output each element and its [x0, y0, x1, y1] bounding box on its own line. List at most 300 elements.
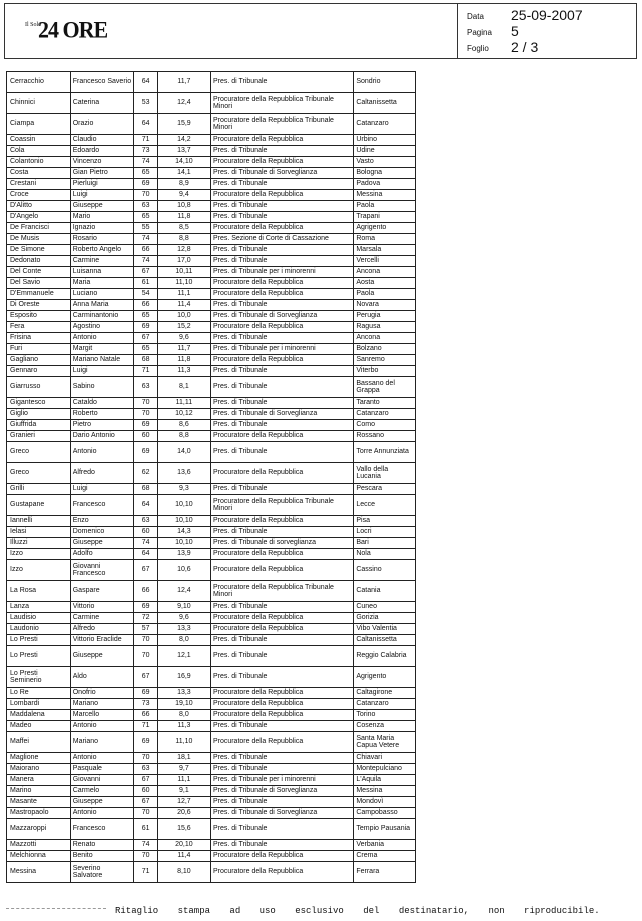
seniority-cell: 8,0 [157, 710, 210, 721]
first-name-cell: Edoardo [70, 146, 134, 157]
logo-area [5, 4, 458, 58]
first-name-cell: Luciano [70, 289, 134, 300]
seniority-cell: 15,6 [157, 819, 210, 840]
position-cell: Pres. di Tribunale [210, 398, 353, 409]
surname-cell: Laudonio [7, 624, 71, 635]
age-cell: 64 [134, 72, 157, 93]
surname-cell: Giuffrida [7, 420, 71, 431]
age-cell: 65 [134, 212, 157, 223]
surname-cell: Colantonio [7, 157, 71, 168]
position-cell: Procuratore della Repubblica [210, 355, 353, 366]
location-cell: Messina [354, 786, 416, 797]
location-cell: Vallo della Lucania [354, 463, 416, 484]
first-name-cell: Vittorio Eraclide [70, 635, 134, 646]
pagina-value: 5 [511, 23, 519, 39]
age-cell: 67 [134, 797, 157, 808]
location-cell: Catanzaro [354, 114, 416, 135]
first-name-cell: Maria [70, 278, 134, 289]
age-cell: 71 [134, 721, 157, 732]
position-cell: Procuratore della Repubblica [210, 190, 353, 201]
position-cell: Procuratore della Repubblica [210, 862, 353, 883]
surname-cell: Lo Presti [7, 635, 71, 646]
age-cell: 63 [134, 764, 157, 775]
location-cell: Pisa [354, 516, 416, 527]
surname-cell: Lanza [7, 602, 71, 613]
age-cell: 69 [134, 420, 157, 431]
age-cell: 67 [134, 667, 157, 688]
seniority-cell: 13,7 [157, 146, 210, 157]
table-row [7, 688, 416, 699]
surname-cell: Lo Presti [7, 646, 71, 667]
table-row [7, 223, 416, 234]
data-label: Data [467, 12, 484, 21]
first-name-cell: Antonio [70, 753, 134, 764]
first-name-cell: Giovanni Francesco [70, 560, 134, 581]
table-row [7, 527, 416, 538]
surname-cell: Melchionna [7, 851, 71, 862]
table-row [7, 797, 416, 808]
position-cell: Procuratore della Repubblica [210, 278, 353, 289]
location-cell: Torre Annunziata [354, 442, 416, 463]
location-cell: Montepulciano [354, 764, 416, 775]
seniority-cell: 11,1 [157, 775, 210, 786]
location-cell: Padova [354, 179, 416, 190]
location-cell: Rossano [354, 431, 416, 442]
location-cell: Agrigento [354, 223, 416, 234]
position-cell: Procuratore della Repubblica [210, 322, 353, 333]
first-name-cell: Antonio [70, 808, 134, 819]
footer-notice: Ritaglio stampa ad uso esclusivo del destinatario, non riproducibile. [115, 906, 600, 916]
first-name-cell: Antonio [70, 333, 134, 344]
first-name-cell: Mariano [70, 732, 134, 753]
position-cell: Pres. di Tribunale per i minorenni [210, 775, 353, 786]
seniority-cell: 11,4 [157, 300, 210, 311]
seniority-cell: 20,10 [157, 840, 210, 851]
table-row [7, 355, 416, 366]
table-row [7, 613, 416, 624]
surname-cell: Madeo [7, 721, 71, 732]
age-cell: 67 [134, 775, 157, 786]
age-cell: 70 [134, 646, 157, 667]
table-row [7, 710, 416, 721]
seniority-cell: 19,10 [157, 699, 210, 710]
position-cell: Procuratore della Repubblica [210, 463, 353, 484]
age-cell: 65 [134, 168, 157, 179]
table-row [7, 786, 416, 797]
seniority-cell: 15,9 [157, 114, 210, 135]
position-cell: Pres. di Tribunale [210, 146, 353, 157]
table-row [7, 366, 416, 377]
table-row [7, 157, 416, 168]
table-row [7, 146, 416, 157]
position-cell: Pres. di Tribunale [210, 527, 353, 538]
seniority-cell: 13,6 [157, 463, 210, 484]
seniority-cell: 15,2 [157, 322, 210, 333]
location-cell: Vibo Valentia [354, 624, 416, 635]
age-cell: 69 [134, 179, 157, 190]
surname-cell: Lombardi [7, 699, 71, 710]
age-cell: 64 [134, 114, 157, 135]
first-name-cell: Gaspare [70, 581, 134, 602]
location-cell: Taranto [354, 398, 416, 409]
location-cell: Agrigento [354, 667, 416, 688]
first-name-cell: Giuseppe [70, 646, 134, 667]
age-cell: 69 [134, 688, 157, 699]
seniority-cell: 8,6 [157, 420, 210, 431]
age-cell: 68 [134, 355, 157, 366]
position-cell: Pres. di Tribunale [210, 256, 353, 267]
seniority-cell: 12,1 [157, 646, 210, 667]
location-cell: Catanzaro [354, 699, 416, 710]
first-name-cell: Luigi [70, 366, 134, 377]
table-row [7, 190, 416, 201]
table-row [7, 201, 416, 212]
surname-cell: Manera [7, 775, 71, 786]
surname-cell: Mazzotti [7, 840, 71, 851]
first-name-cell: Alfredo [70, 463, 134, 484]
first-name-cell: Francesco Saverio [70, 72, 134, 93]
table-row [7, 721, 416, 732]
surname-cell: Gagliano [7, 355, 71, 366]
surname-cell: Ielasi [7, 527, 71, 538]
position-cell: Procuratore della Repubblica Tribunale Minori [210, 93, 353, 114]
age-cell: 71 [134, 862, 157, 883]
first-name-cell: Cataldo [70, 398, 134, 409]
location-cell: Cassino [354, 560, 416, 581]
seniority-cell: 12,8 [157, 245, 210, 256]
table-row [7, 624, 416, 635]
position-cell: Pres. di Tribunale [210, 840, 353, 851]
location-cell: Roma [354, 234, 416, 245]
surname-cell: D'Alitto [7, 201, 71, 212]
seniority-cell: 11,10 [157, 732, 210, 753]
seniority-cell: 10,12 [157, 409, 210, 420]
location-cell: Bologna [354, 168, 416, 179]
age-cell: 70 [134, 409, 157, 420]
surname-cell: Del Savio [7, 278, 71, 289]
first-name-cell: Anna Maria [70, 300, 134, 311]
seniority-cell: 10,8 [157, 201, 210, 212]
table-row [7, 495, 416, 516]
seniority-cell: 8,1 [157, 377, 210, 398]
table-row [7, 420, 416, 431]
age-cell: 53 [134, 93, 157, 114]
seniority-cell: 11,1 [157, 289, 210, 300]
location-cell: Verbania [354, 840, 416, 851]
first-name-cell: Agostino [70, 322, 134, 333]
seniority-cell: 9,1 [157, 786, 210, 797]
seniority-cell: 9,7 [157, 764, 210, 775]
position-cell: Pres. di Tribunale [210, 201, 353, 212]
surname-cell: Croce [7, 190, 71, 201]
table-row [7, 344, 416, 355]
table-row [7, 333, 416, 344]
age-cell: 71 [134, 135, 157, 146]
seniority-cell: 9,10 [157, 602, 210, 613]
position-cell: Procuratore della Repubblica [210, 135, 353, 146]
surname-cell: De Musis [7, 234, 71, 245]
location-cell: L'Aquila [354, 775, 416, 786]
first-name-cell: Giovanni [70, 775, 134, 786]
first-name-cell: Margit [70, 344, 134, 355]
first-name-cell: Carminantonio [70, 311, 134, 322]
surname-cell: Lo Presti Seminerio [7, 667, 71, 688]
location-cell: Sanremo [354, 355, 416, 366]
age-cell: 74 [134, 840, 157, 851]
newspaper-logo: 24 ORE [38, 16, 108, 43]
position-cell: Pres. di Tribunale [210, 212, 353, 223]
table-row [7, 212, 416, 223]
first-name-cell: Adolfo [70, 549, 134, 560]
table-row [7, 398, 416, 409]
first-name-cell: Giuseppe [70, 538, 134, 549]
first-name-cell: Renato [70, 840, 134, 851]
first-name-cell: Mariano Natale [70, 355, 134, 366]
age-cell: 57 [134, 624, 157, 635]
location-cell: Catania [354, 581, 416, 602]
first-name-cell: Onofrio [70, 688, 134, 699]
position-cell: Pres. di Tribunale [210, 420, 353, 431]
table-row [7, 179, 416, 190]
magistrates-table-wrap [6, 71, 416, 883]
location-cell: Perugia [354, 311, 416, 322]
age-cell: 67 [134, 333, 157, 344]
seniority-cell: 10,10 [157, 538, 210, 549]
seniority-cell: 8,10 [157, 862, 210, 883]
table-row [7, 311, 416, 322]
table-row [7, 289, 416, 300]
first-name-cell: Benito [70, 851, 134, 862]
table-row [7, 256, 416, 267]
position-cell: Pres. di Tribunale [210, 366, 353, 377]
seniority-cell: 10,11 [157, 267, 210, 278]
age-cell: 66 [134, 710, 157, 721]
footer-divider [6, 908, 106, 909]
age-cell: 69 [134, 442, 157, 463]
location-cell: Paola [354, 289, 416, 300]
location-cell: Bolzano [354, 344, 416, 355]
age-cell: 72 [134, 613, 157, 624]
location-cell: Paola [354, 201, 416, 212]
surname-cell: Cola [7, 146, 71, 157]
position-cell: Pres. di Tribunale di Sorveglianza [210, 168, 353, 179]
table-row [7, 300, 416, 311]
table-row [7, 819, 416, 840]
surname-cell: Izzo [7, 549, 71, 560]
position-cell: Procuratore della Repubblica [210, 289, 353, 300]
position-cell: Procuratore della Repubblica [210, 699, 353, 710]
surname-cell: Giarrusso [7, 377, 71, 398]
table-row [7, 278, 416, 289]
seniority-cell: 11,8 [157, 355, 210, 366]
location-cell: Viterbo [354, 366, 416, 377]
position-cell: Pres. di Tribunale [210, 377, 353, 398]
first-name-cell: Pietro [70, 420, 134, 431]
first-name-cell: Roberto [70, 409, 134, 420]
first-name-cell: Domenico [70, 527, 134, 538]
seniority-cell: 11,8 [157, 212, 210, 223]
position-cell: Procuratore della Repubblica [210, 624, 353, 635]
position-cell: Pres. di Tribunale [210, 333, 353, 344]
first-name-cell: Carmelo [70, 786, 134, 797]
location-cell: Gorizia [354, 613, 416, 624]
table-row [7, 581, 416, 602]
location-cell: Caltagirone [354, 688, 416, 699]
surname-cell: De Francisci [7, 223, 71, 234]
position-cell: Pres. di Tribunale [210, 72, 353, 93]
location-cell: Messina [354, 190, 416, 201]
first-name-cell: Vincenzo [70, 157, 134, 168]
location-cell: Vasto [354, 157, 416, 168]
seniority-cell: 16,9 [157, 667, 210, 688]
first-name-cell: Vittorio [70, 602, 134, 613]
table-row [7, 646, 416, 667]
age-cell: 69 [134, 732, 157, 753]
age-cell: 61 [134, 278, 157, 289]
position-cell: Pres. di Tribunale per i minorenni [210, 344, 353, 355]
location-cell: Cosenza [354, 721, 416, 732]
table-row [7, 135, 416, 146]
table-row [7, 442, 416, 463]
location-cell: Bari [354, 538, 416, 549]
first-name-cell: Francesco [70, 819, 134, 840]
surname-cell: D'Emmanuele [7, 289, 71, 300]
location-cell: Campobasso [354, 808, 416, 819]
seniority-cell: 11,11 [157, 398, 210, 409]
seniority-cell: 13,9 [157, 549, 210, 560]
surname-cell: Chinnici [7, 93, 71, 114]
table-row [7, 484, 416, 495]
age-cell: 74 [134, 157, 157, 168]
location-cell: Catanzaro [354, 409, 416, 420]
seniority-cell: 8,0 [157, 635, 210, 646]
age-cell: 63 [134, 377, 157, 398]
surname-cell: Laudisio [7, 613, 71, 624]
position-cell: Procuratore della Repubblica [210, 516, 353, 527]
seniority-cell: 10,10 [157, 516, 210, 527]
position-cell: Pres. di Tribunale [210, 300, 353, 311]
first-name-cell: Luigi [70, 484, 134, 495]
table-row [7, 322, 416, 333]
seniority-cell: 14,10 [157, 157, 210, 168]
position-cell: Procuratore della Repubblica [210, 851, 353, 862]
age-cell: 54 [134, 289, 157, 300]
surname-cell: Marino [7, 786, 71, 797]
surname-cell: Grilli [7, 484, 71, 495]
table-row [7, 463, 416, 484]
age-cell: 70 [134, 635, 157, 646]
surname-cell: Coassin [7, 135, 71, 146]
table-row [7, 409, 416, 420]
first-name-cell: Mariano [70, 699, 134, 710]
location-cell: Trapani [354, 212, 416, 223]
location-cell: Mondovì [354, 797, 416, 808]
table-row [7, 538, 416, 549]
table-row [7, 245, 416, 256]
age-cell: 70 [134, 851, 157, 862]
table-row [7, 516, 416, 527]
position-cell: Pres. di Tribunale [210, 764, 353, 775]
position-cell: Pres. di Tribunale [210, 797, 353, 808]
table-row [7, 431, 416, 442]
surname-cell: Izzo [7, 560, 71, 581]
position-cell: Procuratore della Repubblica [210, 431, 353, 442]
position-cell: Pres. di Tribunale [210, 484, 353, 495]
surname-cell: Giglio [7, 409, 71, 420]
seniority-cell: 9,4 [157, 190, 210, 201]
seniority-cell: 11,7 [157, 344, 210, 355]
age-cell: 68 [134, 484, 157, 495]
seniority-cell: 8,8 [157, 431, 210, 442]
seniority-cell: 18,1 [157, 753, 210, 764]
seniority-cell: 14,1 [157, 168, 210, 179]
seniority-cell: 10,6 [157, 560, 210, 581]
surname-cell: Greco [7, 442, 71, 463]
age-cell: 67 [134, 560, 157, 581]
seniority-cell: 11,3 [157, 721, 210, 732]
location-cell: Tempio Pausania [354, 819, 416, 840]
surname-cell: Di Oreste [7, 300, 71, 311]
age-cell: 74 [134, 538, 157, 549]
first-name-cell: Antonio [70, 721, 134, 732]
age-cell: 69 [134, 602, 157, 613]
table-row [7, 560, 416, 581]
location-cell: Como [354, 420, 416, 431]
seniority-cell: 10,10 [157, 495, 210, 516]
age-cell: 65 [134, 344, 157, 355]
surname-cell: Dedonato [7, 256, 71, 267]
location-cell: Sondrio [354, 72, 416, 93]
first-name-cell: Dario Antonio [70, 431, 134, 442]
age-cell: 73 [134, 699, 157, 710]
location-cell: Cuneo [354, 602, 416, 613]
seniority-cell: 13,3 [157, 624, 210, 635]
seniority-cell: 12,4 [157, 93, 210, 114]
position-cell: Pres. di Tribunale [210, 602, 353, 613]
seniority-cell: 9,3 [157, 484, 210, 495]
position-cell: Pres. di Tribunale [210, 635, 353, 646]
page-header [4, 3, 637, 59]
age-cell: 64 [134, 495, 157, 516]
surname-cell: Del Conte [7, 267, 71, 278]
first-name-cell: Enzo [70, 516, 134, 527]
first-name-cell: Carmine [70, 256, 134, 267]
seniority-cell: 9,6 [157, 613, 210, 624]
first-name-cell: Luisanna [70, 267, 134, 278]
first-name-cell: Pasquale [70, 764, 134, 775]
first-name-cell: Aldo [70, 667, 134, 688]
pagina-label: Pagina [467, 28, 492, 37]
surname-cell: Maiorano [7, 764, 71, 775]
table-row [7, 635, 416, 646]
age-cell: 60 [134, 786, 157, 797]
location-cell: Aosta [354, 278, 416, 289]
first-name-cell: Severino Salvatore [70, 862, 134, 883]
position-cell: Pres. di Tribunale di Sorveglianza [210, 311, 353, 322]
table-row [7, 775, 416, 786]
logo-small-text: Il Sole [25, 22, 41, 28]
age-cell: 62 [134, 463, 157, 484]
age-cell: 70 [134, 190, 157, 201]
location-cell: Reggio Calabria [354, 646, 416, 667]
table-row [7, 808, 416, 819]
surname-cell: Granieri [7, 431, 71, 442]
first-name-cell: Caterina [70, 93, 134, 114]
age-cell: 66 [134, 300, 157, 311]
location-cell: Novara [354, 300, 416, 311]
table-row [7, 93, 416, 114]
surname-cell: Mazzaroppi [7, 819, 71, 840]
